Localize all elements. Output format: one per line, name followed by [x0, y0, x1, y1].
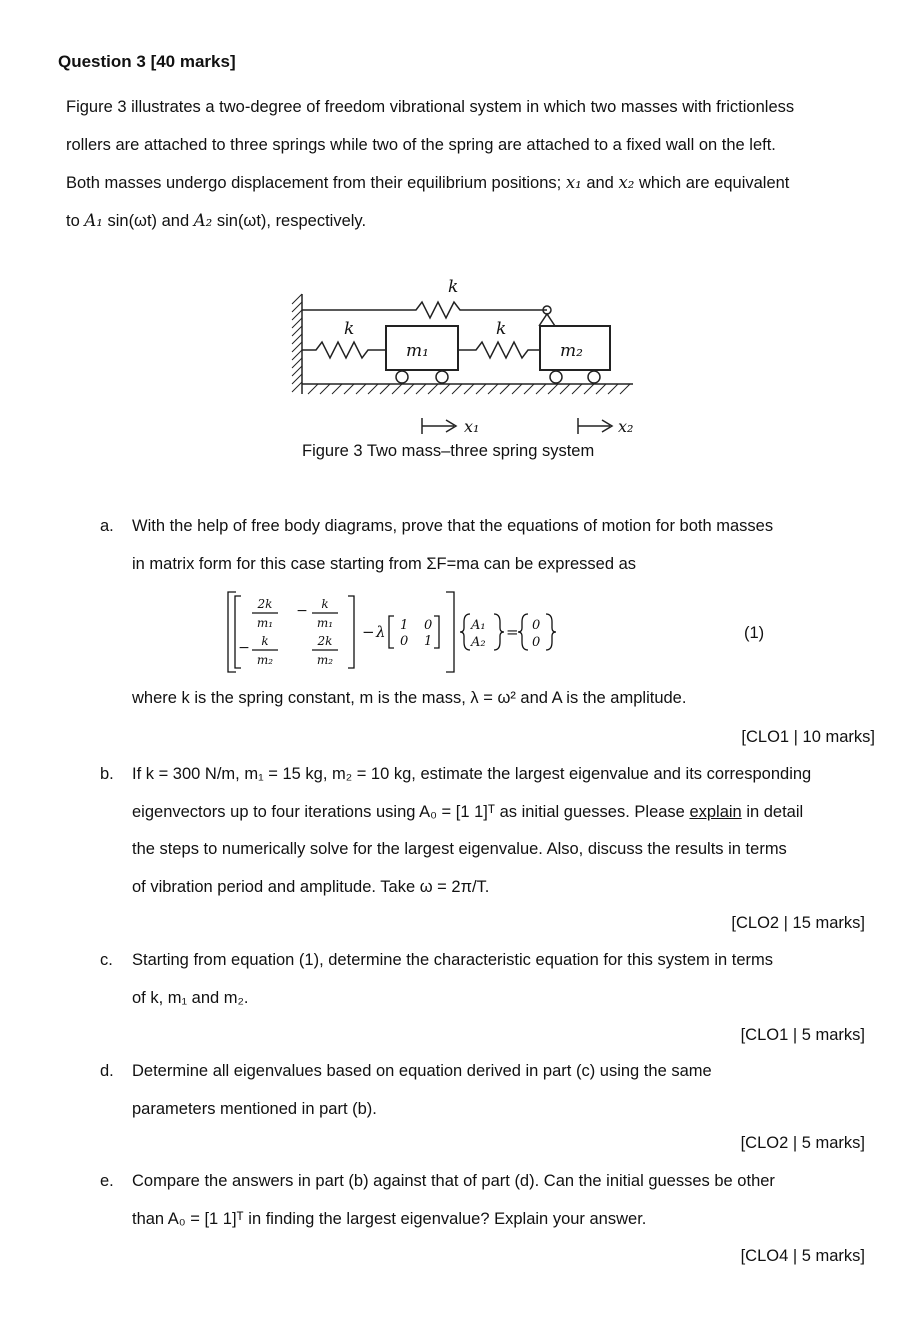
spring-2-label: k	[496, 319, 507, 339]
mass-1-label: m₁	[406, 341, 429, 361]
part-c	[100, 942, 880, 1017]
zero-2: 0	[532, 635, 541, 650]
intro-line-4: to A₁ sin(ωt) and A₂ sin(ωt), respectively.	[66, 211, 367, 230]
part-b-line-3: the steps to numerically solve for the largest eigenvalue. Also, discuss the results in terms	[132, 840, 787, 858]
part-b-line-1: If k = 300 N/m, m₁ = 15 kg, m₂ = 10 kg, estimate the largest eigenvalue and its corresponding	[132, 765, 812, 783]
vector-a2: A₂	[471, 635, 486, 650]
identity-22: 1	[424, 634, 433, 649]
intro-line-3: Both masses undergo displacement from their equilibrium positions; x₁ and x₂ which are equivalent	[66, 173, 790, 192]
a22-numerator: 2k	[317, 634, 333, 648]
part-e-label: e.	[100, 1172, 114, 1190]
a1-symbol: A₁	[84, 211, 103, 230]
vector-brace-right	[494, 614, 504, 650]
equation-number: (1)	[744, 624, 765, 642]
pivot-support	[539, 314, 555, 326]
part-d-label: d.	[100, 1062, 114, 1080]
part-c-line-2: of k, m₁ and m₂.	[132, 988, 249, 1007]
matrix-equation	[224, 588, 564, 676]
vector-brace-left	[460, 614, 470, 650]
x1-symbol: x₁	[565, 173, 582, 192]
a2-symbol: A₂	[193, 211, 213, 230]
spring-mass-figure	[288, 268, 648, 440]
part-a-line-3: where k is the spring constant, m is the mass, λ = ω² and A is the amplitude.	[132, 689, 687, 707]
part-b	[100, 756, 880, 906]
part-c-line-1: Starting from equation (1), determine the characteristic equation for this system in terms	[132, 951, 774, 969]
spring-top	[302, 302, 547, 318]
equals-sign: =	[506, 623, 519, 641]
mass-1-roller	[436, 371, 448, 383]
stiffness-bracket-left	[235, 596, 241, 668]
intro-paragraph	[66, 88, 866, 240]
explain-underlined: explain	[689, 802, 742, 821]
part-d-marks: [CLO2 | 5 marks]	[740, 1134, 865, 1152]
part-a	[100, 508, 880, 588]
floor-hatching	[308, 384, 630, 394]
figure-caption: Figure 3 Two mass–three spring system	[302, 442, 595, 460]
spring-1-label: k	[344, 319, 355, 339]
part-a-label: a.	[100, 517, 114, 535]
minus-sign: −	[362, 623, 375, 641]
part-d-line-2: parameters mentioned in part (b).	[132, 1099, 377, 1118]
identity-bracket-left	[389, 616, 394, 648]
vector-a1: A₁	[471, 618, 486, 633]
part-e-marks: [CLO4 | 5 marks]	[740, 1247, 865, 1265]
mass-2-label: m₂	[560, 341, 583, 361]
stiffness-bracket-right	[348, 596, 354, 668]
question-heading: Question 3 [40 marks]	[58, 52, 236, 71]
part-b-label: b.	[100, 765, 114, 783]
zero-1: 0	[532, 618, 541, 633]
a21-numerator: k	[261, 634, 269, 648]
lambda-symbol: λ	[376, 623, 386, 641]
zero-brace-left	[518, 614, 528, 650]
part-a-marks: [CLO1 | 10 marks]	[741, 728, 875, 746]
identity-12: 0	[424, 618, 433, 633]
intro-line-1: Figure 3 illustrates a two-degree of freedom vibrational system in which two masses with frictionless	[66, 98, 795, 116]
part-c-label: c.	[100, 951, 113, 969]
a22-denominator: m₂	[316, 653, 334, 667]
x2-symbol: x₂	[618, 173, 635, 192]
identity-11: 1	[400, 618, 409, 633]
part-c-marks: [CLO1 | 5 marks]	[740, 1026, 865, 1044]
spring-2	[458, 342, 540, 358]
zero-brace-right	[546, 614, 556, 650]
a11-numerator: 2k	[257, 597, 273, 611]
mass-2-roller	[588, 371, 600, 383]
spring-top-label: k	[448, 277, 459, 297]
part-e-line-2: than A₀ = [1 1]ᵀ in finding the largest eigenvalue? Explain your answer.	[132, 1209, 647, 1228]
intro-line-2: rollers are attached to three springs while two of the spring are attached to a fixed wall on the left.	[66, 136, 776, 154]
part-d	[100, 1053, 880, 1128]
outer-bracket-right	[446, 592, 454, 672]
part-b-line-4: of vibration period and amplitude. Take ω = 2π/T.	[132, 877, 490, 896]
part-a-line-1: With the help of free body diagrams, prove that the equations of motion for both masses	[132, 517, 774, 535]
part-b-line-2: eigenvectors up to four iterations using A₀ = [1 1]ᵀ as initial guesses. Please explain in detail	[132, 802, 804, 821]
part-a-line-2: in matrix form for this case starting from ΣF=ma can be expressed as	[132, 554, 637, 573]
x2-label: x₂	[618, 417, 634, 436]
a21-minus: −	[238, 640, 250, 656]
part-e	[100, 1163, 880, 1238]
mass-2-roller	[550, 371, 562, 383]
part-e-line-1: Compare the answers in part (b) against that of part (d). Can the initial guesses be other	[132, 1172, 775, 1190]
spring-1	[302, 342, 386, 358]
x1-label: x₁	[464, 417, 480, 436]
identity-bracket-right	[434, 616, 439, 648]
part-b-marks: [CLO2 | 15 marks]	[731, 914, 865, 932]
mass-1-roller	[396, 371, 408, 383]
a12-numerator: k	[321, 597, 329, 611]
identity-21: 0	[400, 634, 409, 649]
a12-minus: −	[296, 603, 308, 619]
wall-hatching	[292, 294, 302, 392]
a11-denominator: m₁	[256, 616, 274, 630]
a12-denominator: m₁	[316, 616, 334, 630]
part-d-line-1: Determine all eigenvalues based on equation derived in part (c) using the same	[132, 1062, 712, 1080]
a21-denominator: m₂	[256, 653, 274, 667]
